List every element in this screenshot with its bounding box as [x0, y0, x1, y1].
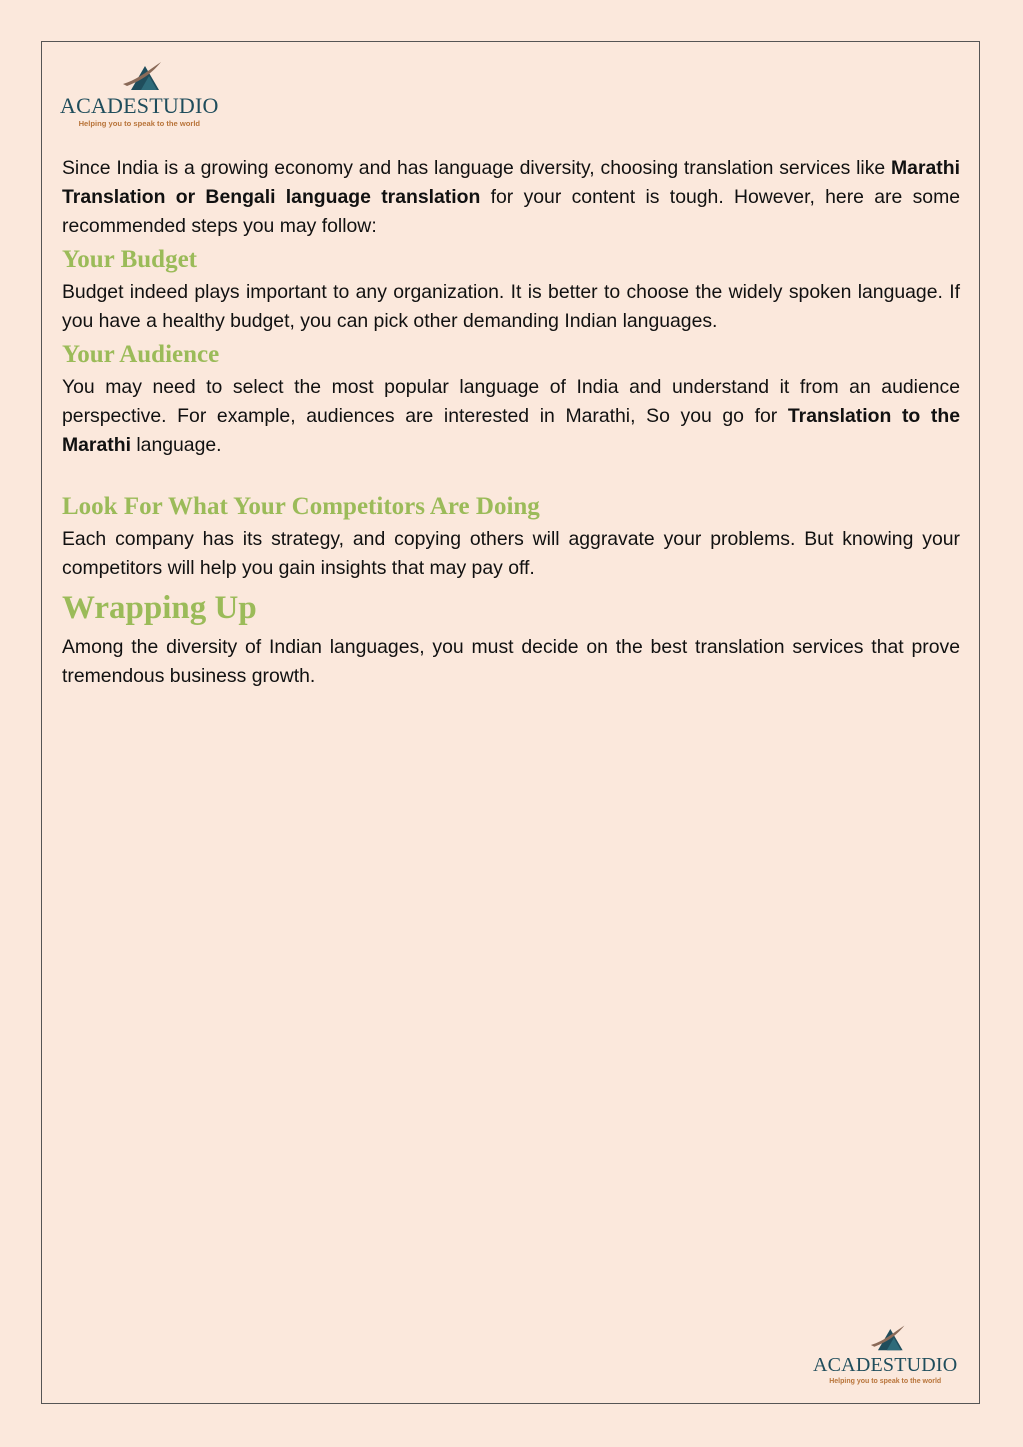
footer-logo: [813, 1322, 957, 1385]
logo-name: ACADESTUDIO: [813, 1354, 958, 1376]
intro-paragraph: Since India is a growing economy and has language diversity, choosing translation services like Marathi Translation or Bengali language translation for your content is tough. However, here are some recommended steps you may follow:: [62, 157, 961, 237]
wrapping-paragraph: Among the diversity of Indian languages, you must decide on the best translation services that prove tremendous business growth.: [62, 636, 960, 687]
budget-paragraph: Budget indeed plays important to any organization. It is better to choose the widely spoken language. If you have a healthy budget, you can pick other demanding Indian languages.: [62, 281, 960, 332]
heading-your-audience: Your Audience: [62, 341, 220, 368]
heading-competitors: Look For What Your Competitors Are Doing: [62, 493, 540, 520]
heading-your-budget: Your Budget: [62, 246, 197, 273]
document-body: [62, 154, 960, 691]
mountain-logo-icon: [855, 1322, 915, 1352]
header-logo: [60, 58, 219, 128]
heading-wrapping-up: Wrapping Up: [62, 590, 257, 626]
bold-marathi-phrase: Translation to the Marathi: [62, 405, 960, 456]
mountain-logo-icon: [109, 58, 169, 92]
competitors-paragraph: Each company has its strategy, and copying others will aggravate your problems. But knowing your competitors will help you gain insights that may pay off.: [62, 528, 960, 579]
logo-name: ACADESTUDIO: [60, 93, 219, 118]
logo-tagline: Helping you to speak to the world: [829, 1378, 942, 1385]
logo-tagline: Helping you to speak to the world: [78, 119, 201, 128]
audience-paragraph: You may need to select the most popular language of India and understand it from an audience perspective. For example, audiences are interested in Marathi, So you go for Translation to the Marathi language.: [62, 376, 960, 456]
bold-translation-phrase: Marathi Translation or Bengali language translation: [62, 157, 960, 208]
